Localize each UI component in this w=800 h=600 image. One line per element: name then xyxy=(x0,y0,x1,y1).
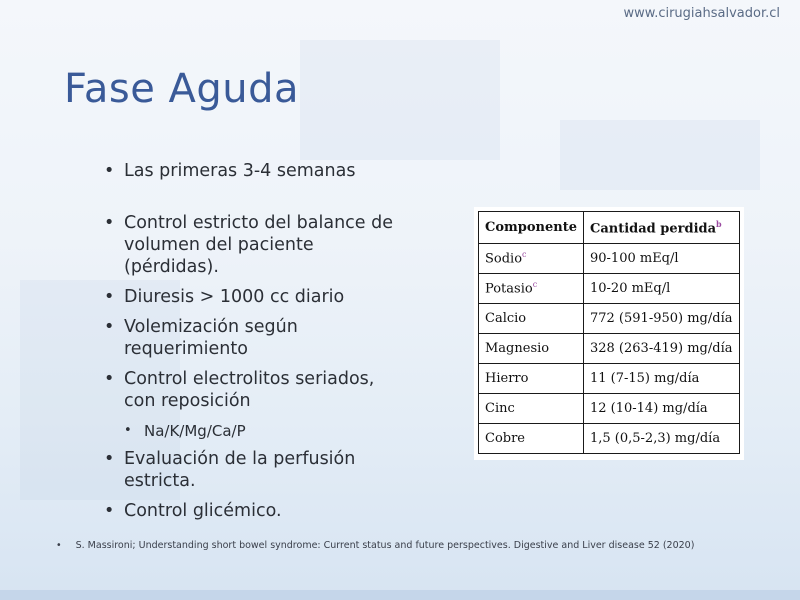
bullet-item: • Las primeras 3-4 semanas xyxy=(104,161,356,181)
bullet-dot-icon: • xyxy=(104,161,115,181)
table-row xyxy=(479,334,740,364)
bullet-dot-icon: • xyxy=(124,423,132,438)
header-url: www.cirugiahsalvador.cl xyxy=(623,6,780,21)
losses-table xyxy=(478,211,740,454)
bullet-dot-icon: • xyxy=(104,449,115,469)
bullet-item: • Diuresis > 1000 cc diario xyxy=(104,287,345,307)
bullet-dot-icon: • xyxy=(104,369,115,389)
bullet-dot-icon: • xyxy=(104,213,115,233)
bullet-item: • Volemización según requerimiento xyxy=(104,317,298,359)
table-row xyxy=(479,304,740,334)
table-cell-componente: Cinc xyxy=(479,394,584,424)
table-row xyxy=(479,364,740,394)
table-cell-cantidad: 772 (591-950) mg/día xyxy=(583,304,739,334)
column-header-componente: Componente xyxy=(479,212,584,244)
bullet-item: • Control glicémico. xyxy=(104,501,282,521)
table-cell-componente: Magnesio xyxy=(479,334,584,364)
table-row xyxy=(479,394,740,424)
table-cell-componente: Hierro xyxy=(479,364,584,394)
bullet-dot-icon: • xyxy=(56,540,62,551)
bullet-item: • Evaluación de la perfusión estricta. xyxy=(104,449,356,491)
bullet-item: • Control electrolitos seriados, con reposición xyxy=(104,369,375,411)
background-building-shape xyxy=(560,120,760,190)
table-row xyxy=(479,274,740,304)
table-cell-componente: Potasio$^c$ xyxy=(479,274,584,304)
table-cell-cantidad: 11 (7-15) mg/día xyxy=(583,364,739,394)
table-cell-cantidad: 12 (10-14) mg/día xyxy=(583,394,739,424)
table-row xyxy=(479,244,740,274)
sub-bullet-item: • Na/K/Mg/Ca/P xyxy=(124,422,246,440)
bullet-dot-icon: • xyxy=(104,317,115,337)
bullet-dot-icon: • xyxy=(104,287,115,307)
bullet-item: • Control estricto del balance de volumen del paciente (pérdidas). xyxy=(104,213,394,277)
reference-citation: • S. Massironi; Understanding short bowel syndrome: Current status and future perspectives. Digestive and Liver disease 52 (2020) xyxy=(56,540,695,551)
table-cell-componente: Cobre xyxy=(479,424,584,454)
table-cell-componente: Sodio$^c$ xyxy=(479,244,584,274)
table-header-row xyxy=(479,212,740,244)
table-cell-componente: Calcio xyxy=(479,304,584,334)
background-building-shape xyxy=(300,40,500,160)
slide-title: Fase Aguda xyxy=(64,66,300,112)
losses-table-panel xyxy=(474,207,744,460)
column-header-cantidad: Cantidad perdida$^b$ xyxy=(583,212,739,244)
bullet-dot-icon: • xyxy=(104,501,115,521)
table-cell-cantidad: 328 (263-419) mg/día xyxy=(583,334,739,364)
bottom-band xyxy=(0,590,800,600)
table-cell-cantidad: 10-20 mEq/l xyxy=(583,274,739,304)
bullet-list xyxy=(104,160,404,530)
table-row xyxy=(479,424,740,454)
table-cell-cantidad: 1,5 (0,5-2,3) mg/día xyxy=(583,424,739,454)
table-cell-cantidad: 90-100 mEq/l xyxy=(583,244,739,274)
